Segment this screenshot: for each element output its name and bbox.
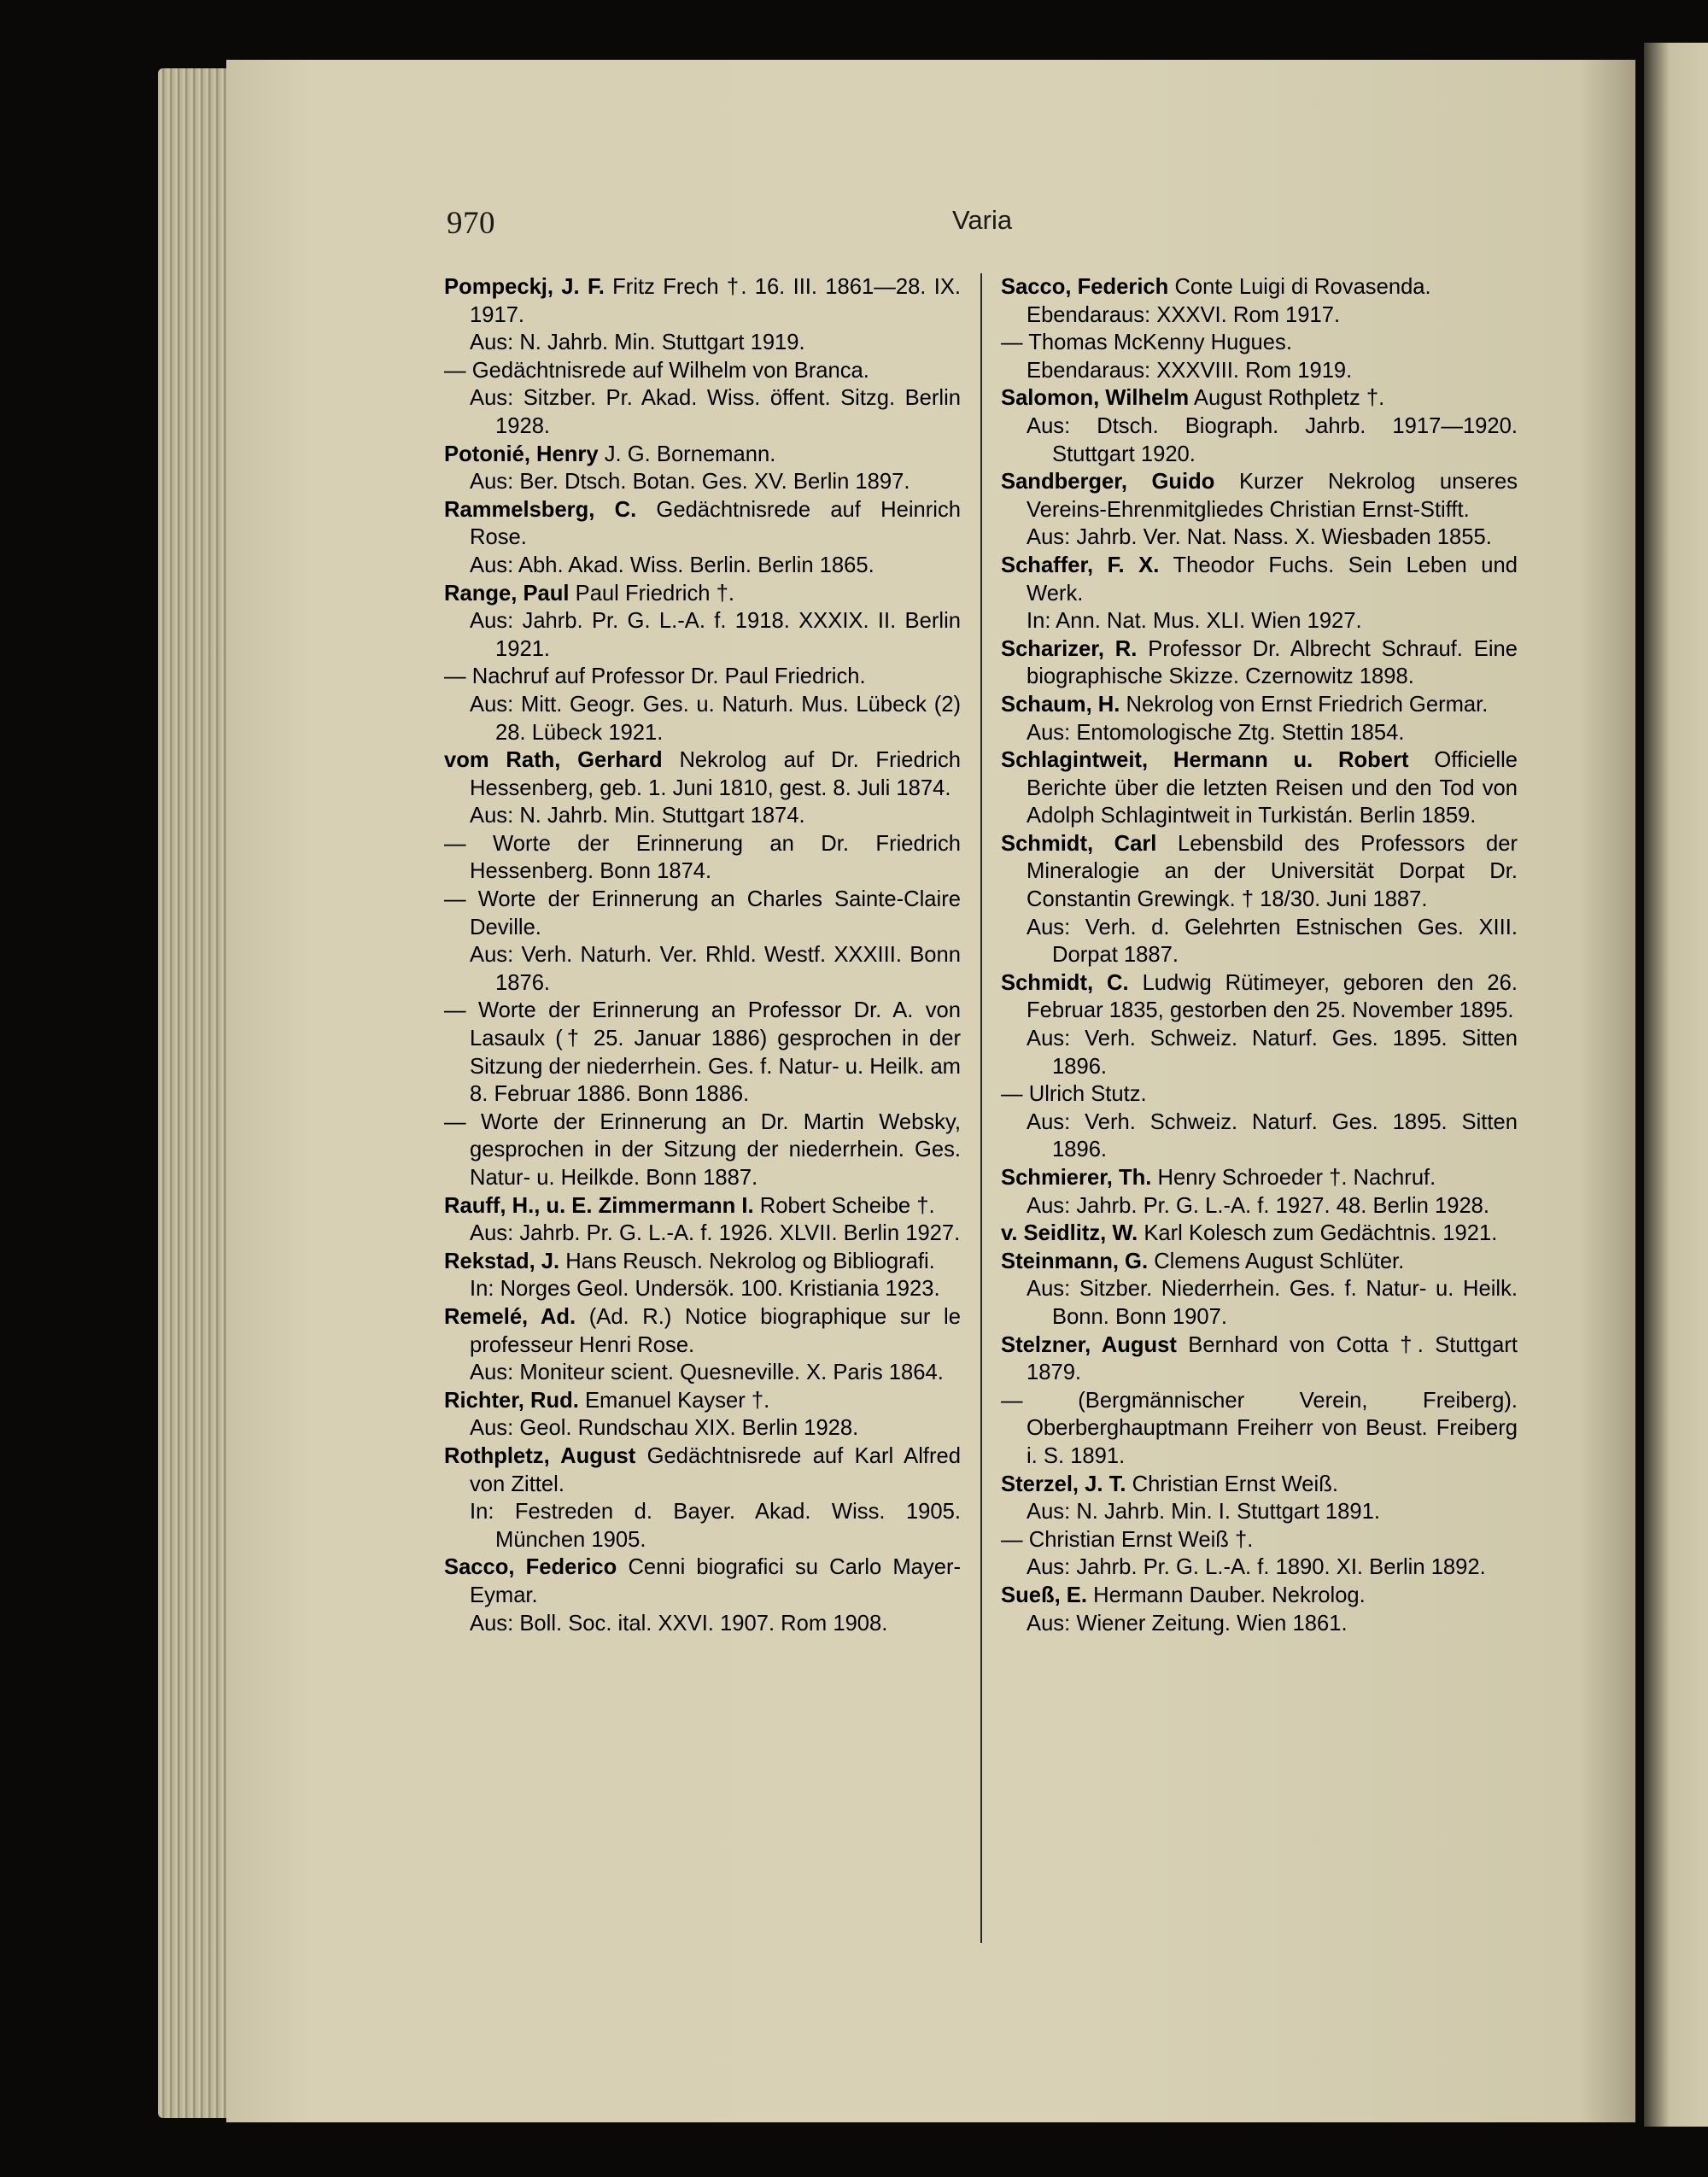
entry-source: Aus: Jahrb. Pr. G. L.-A. f. 1918. XXXIX. II. Berlin 1921. <box>470 609 961 661</box>
bibliography-entry <box>444 273 961 357</box>
entry-author: Schmierer, Th. <box>1001 1166 1152 1190</box>
bibliography-entry <box>1001 552 1518 635</box>
book-page-edges <box>158 68 235 2118</box>
entry-source: Aus: Verh. Naturh. Ver. Rhld. Westf. XXXIII. Bonn 1876. <box>470 943 961 995</box>
entry-source: Ebendaraus: XXXVIII. Rom 1919. <box>1027 358 1353 383</box>
entry-source: Aus: Sitzber. Pr. Akad. Wiss. öffent. Sitzg. Berlin 1928. <box>470 386 961 438</box>
entry-author: Schaum, H. <box>1001 692 1120 717</box>
repeat-author-dash: — <box>444 887 466 912</box>
bibliography-entry <box>444 746 961 830</box>
bibliography-entry <box>1001 1331 1518 1387</box>
entry-source: Aus: Ber. Dtsch. Botan. Ges. XV. Berlin 1897. <box>470 470 910 495</box>
entry-author: Schmidt, C. <box>1001 970 1129 995</box>
entry-source: Aus: Boll. Soc. ital. XXVI. 1907. Rom 1908. <box>470 1611 888 1636</box>
entry-title: Nekrolog auf Dr. Friedrich Hessenberg, geb. 1. Juni 1810, gest. 8. Juli 1874. <box>470 748 961 800</box>
bibliography-entry <box>1001 1220 1518 1248</box>
entry-source: Aus: Entomologische Ztg. Stettin 1854. <box>1027 720 1405 745</box>
bibliography-entry <box>444 580 961 664</box>
entry-source: In: Norges Geol. Undersök. 100. Kristiania 1923. <box>470 1277 940 1302</box>
entry-author: Schaffer, F. X. <box>1001 553 1160 577</box>
entry-source: Aus: Sitzber. Niederrhein. Ges. f. Natur- u. Heilk. Bonn. Bonn 1907. <box>1027 1277 1518 1329</box>
bibliography-entry <box>444 1443 961 1554</box>
entry-title: Nekrolog von Ernst Friedrich Germar. <box>1126 692 1489 717</box>
entry-author: Rekstad, J. <box>444 1249 560 1273</box>
entry-source: Aus: Jahrb. Pr. G. L.-A. f. 1890. XI. Berlin 1892. <box>1027 1555 1486 1580</box>
bibliography-entry <box>444 1303 961 1387</box>
entry-author: Range, Paul <box>444 581 570 606</box>
entry-source: Aus: Moniteur scient. Quesneville. X. Paris 1864. <box>470 1361 944 1385</box>
bibliography-entry <box>444 886 961 997</box>
running-head: Varia <box>952 205 1013 235</box>
entry-source: Aus: Verh. Schweiz. Naturf. Ges. 1895. Sitten 1896. <box>1027 1109 1518 1162</box>
entry-title: Worte der Erinnerung an Dr. Friedrich Hessenberg. Bonn 1874. <box>470 831 961 884</box>
repeat-author-dash: — <box>444 831 466 856</box>
entry-title: Christian Ernst Weiß †. <box>1028 1527 1254 1552</box>
bibliography-entry <box>1001 969 1518 1080</box>
entry-title: J. G. Bornemann. <box>604 442 776 466</box>
facing-page-edge <box>1644 43 1708 2127</box>
repeat-author-dash: — <box>444 998 466 1023</box>
bibliography-entry <box>1001 1526 1518 1582</box>
bibliography-entry <box>1001 1164 1518 1220</box>
bibliography-entry <box>444 357 961 441</box>
bibliography-entry <box>444 1387 961 1443</box>
repeat-author-dash: — <box>1001 1388 1023 1413</box>
bibliography-entry <box>1001 384 1518 468</box>
bibliography-entry <box>1001 635 1518 691</box>
entry-title: August Rothpletz †. <box>1193 386 1385 411</box>
entry-title: Cenni biografici su Carlo Mayer-Eymar. <box>470 1555 961 1607</box>
entry-title: Worte der Erinnerung an Professor Dr. A. von Lasaulx († 25. Januar 1886) gesprochen in der Sitzung der niederrhein. Ges. f. Natur- u. Heilk. am 8. Februar 1886. Bonn 1886. <box>470 998 961 1107</box>
entry-source: Aus: Jahrb. Pr. G. L.-A. f. 1926. XLVII. Berlin 1927. <box>470 1221 961 1246</box>
entry-author: Sterzel, J. T. <box>1001 1472 1126 1496</box>
entry-author: v. Seidlitz, W. <box>1001 1221 1138 1246</box>
left-column <box>444 273 961 1637</box>
repeat-author-dash: — <box>1001 1527 1023 1552</box>
entry-source: Aus: Dtsch. Biograph. Jahrb. 1917—1920. Stuttgart 1920. <box>1027 413 1518 466</box>
entry-author: Richter, Rud. <box>444 1388 579 1413</box>
entry-title: Hermann Dauber. Nekrolog. <box>1093 1583 1366 1607</box>
entry-author: Schmidt, Carl <box>1001 831 1157 856</box>
repeat-author-dash: — <box>1001 1082 1023 1107</box>
bibliography-entry <box>444 830 961 886</box>
entry-title: Gedächtnisrede auf Heinrich Rose. <box>470 497 961 550</box>
entry-author: Rauff, H., u. E. Zimmermann I. <box>444 1193 754 1218</box>
entry-author: Rammelsberg, C. <box>444 497 637 522</box>
entry-source: Aus: Mitt. Geogr. Ges. u. Naturh. Mus. Lübeck (2) 28. Lübeck 1921. <box>470 692 961 745</box>
bibliography-entry <box>1001 1387 1518 1471</box>
entry-source: Aus: N. Jahrb. Min. I. Stuttgart 1891. <box>1027 1500 1380 1524</box>
entry-title: Robert Scheibe †. <box>759 1193 935 1218</box>
repeat-author-dash: — <box>1001 331 1023 355</box>
entry-author: vom Rath, Gerhard <box>444 748 663 773</box>
entry-source: Aus: N. Jahrb. Min. Stuttgart 1919. <box>470 331 805 355</box>
entry-title: Emanuel Kayser †. <box>584 1388 770 1413</box>
entry-title: Paul Friedrich †. <box>575 581 734 606</box>
bibliography-entry <box>444 1192 961 1248</box>
bibliography-entry <box>444 441 961 496</box>
bibliography-entry <box>1001 1471 1518 1526</box>
entry-title: Gedächtnisrede auf Karl Alfred von Zittel. <box>470 1443 961 1496</box>
entry-source: Aus: Abh. Akad. Wiss. Berlin. Berlin 1865. <box>470 553 874 577</box>
entry-author: Potonié, Henry <box>444 442 599 466</box>
entry-author: Rothpletz, August <box>444 1443 636 1468</box>
bibliography-entry <box>1001 1248 1518 1331</box>
bibliography-entry <box>1001 1080 1518 1164</box>
right-column <box>1001 273 1518 1637</box>
entry-title: Worte der Erinnerung an Charles Sainte-Claire Deville. <box>470 887 961 939</box>
entry-source: In: Festreden d. Bayer. Akad. Wiss. 1905. München 1905. <box>470 1500 961 1552</box>
bibliography-entry <box>1001 468 1518 552</box>
entry-source: Aus: N. Jahrb. Min. Stuttgart 1874. <box>470 804 805 828</box>
entry-title: Henry Schroeder †. Nachruf. <box>1157 1166 1436 1190</box>
entry-title: Professor Dr. Albrecht Schrauf. Eine biographische Skizze. Czernowitz 1898. <box>1027 636 1518 689</box>
entry-author: Sueß, E. <box>1001 1583 1087 1607</box>
entry-source: Aus: Verh. Schweiz. Naturf. Ges. 1895. Sitten 1896. <box>1027 1027 1518 1079</box>
entry-source: Aus: Jahrb. Pr. G. L.-A. f. 1927. 48. Berlin 1928. <box>1027 1193 1490 1218</box>
repeat-author-dash: — <box>444 664 466 689</box>
entry-title: Clemens August Schlüter. <box>1154 1249 1405 1273</box>
entry-source: In: Ann. Nat. Mus. XLI. Wien 1927. <box>1027 609 1362 634</box>
bibliography-entry <box>1001 691 1518 746</box>
entry-title: Conte Luigi di Rovasenda. <box>1174 275 1431 299</box>
entry-title: Worte der Erinnerung an Dr. Martin Websky, gesprochen in der Sitzung der niederrhein. Ges. Natur- u. Heilkde. Bonn 1887. <box>470 1109 961 1190</box>
entry-title: Hans Reusch. Nekrolog og Bibliografi. <box>565 1249 935 1273</box>
entry-author: Schlagintweit, Hermann u. Robert <box>1001 748 1409 773</box>
entry-source: Aus: Verh. d. Gelehrten Estnischen Ges. XIII. Dorpat 1887. <box>1027 915 1518 968</box>
entry-title: Fritz Frech †. 16. III. 1861—28. IX. 1917. <box>470 275 961 327</box>
column-divider <box>980 273 982 1943</box>
entry-author: Stelzner, August <box>1001 1332 1177 1357</box>
page-number: 970 <box>447 206 495 241</box>
entry-author: Steinmann, G. <box>1001 1249 1149 1273</box>
entry-title: Theodor Fuchs. Sein Leben und Werk. <box>1027 553 1518 606</box>
bibliography-entry <box>444 997 961 1108</box>
entry-title: Ulrich Stutz. <box>1028 1082 1147 1107</box>
bibliography-entry <box>1001 830 1518 969</box>
bibliography-entry <box>1001 746 1518 830</box>
bibliography-entry <box>1001 273 1518 329</box>
entry-author: Sandberger, Guido <box>1001 470 1215 495</box>
repeat-author-dash: — <box>444 1109 466 1134</box>
repeat-author-dash: — <box>444 358 466 383</box>
bibliography-entry <box>1001 329 1518 384</box>
entry-title: Thomas McKenny Hugues. <box>1028 331 1292 355</box>
entry-title: Karl Kolesch zum Gedächtnis. 1921. <box>1144 1221 1498 1246</box>
bibliography-entry <box>444 1554 961 1637</box>
bibliography-entry <box>444 1109 961 1192</box>
bibliography-entry <box>444 496 961 580</box>
entry-title: Christian Ernst Weiß. <box>1132 1472 1338 1496</box>
entry-title: (Ad. R.) Notice biographique sur le professeur Henri Rose. <box>470 1304 961 1357</box>
entry-title: Gedächtnisrede auf Wilhelm von Branca. <box>471 358 869 383</box>
entry-source: Aus: Jahrb. Ver. Nat. Nass. X. Wiesbaden 1855. <box>1027 525 1492 550</box>
entry-author: Sacco, Federich <box>1001 275 1169 299</box>
entry-title: Nachruf auf Professor Dr. Paul Friedrich. <box>471 664 866 689</box>
bibliography-entry <box>1001 1582 1518 1637</box>
entry-title: Officielle Berichte über die letzten Reisen und den Tod von Adolph Schlagintweit in Turkistán. Berlin 1859. <box>1027 748 1518 828</box>
entry-source: Aus: Wiener Zeitung. Wien 1861. <box>1027 1611 1348 1636</box>
entry-title: Ludwig Rütimeyer, geboren den 26. Februar 1835, gestorben den 25. November 1895. <box>1027 970 1518 1023</box>
entry-author: Scharizer, R. <box>1001 636 1138 661</box>
entry-author: Salomon, Wilhelm <box>1001 386 1190 411</box>
entry-title: Lebensbild des Professors der Mineralogie an der Universität Dorpat Dr. Constantin Grewingk. † 18/30. Juni 1887. <box>1027 831 1518 912</box>
entry-source: Ebendaraus: XXXVI. Rom 1917. <box>1027 302 1341 327</box>
bibliography-entry <box>444 663 961 746</box>
entry-author: Pompeckj, J. F. <box>444 275 605 299</box>
entry-source: Aus: Geol. Rundschau XIX. Berlin 1928. <box>470 1416 859 1441</box>
entry-title: Kurzer Nekrolog unseres Vereins-Ehrenmitgliedes Christian Ernst-Stifft. <box>1027 470 1518 522</box>
bibliography-entry <box>444 1248 961 1303</box>
entry-title: (Bergmännischer Verein, Freiberg). Oberberghauptmann Freiherr von Beust. Freiberg i. S. 1891. <box>1027 1388 1518 1468</box>
entry-title: Bernhard von Cotta †. Stuttgart 1879. <box>1027 1332 1518 1385</box>
entry-author: Remelé, Ad. <box>444 1304 576 1329</box>
entry-author: Sacco, Federico <box>444 1555 617 1580</box>
